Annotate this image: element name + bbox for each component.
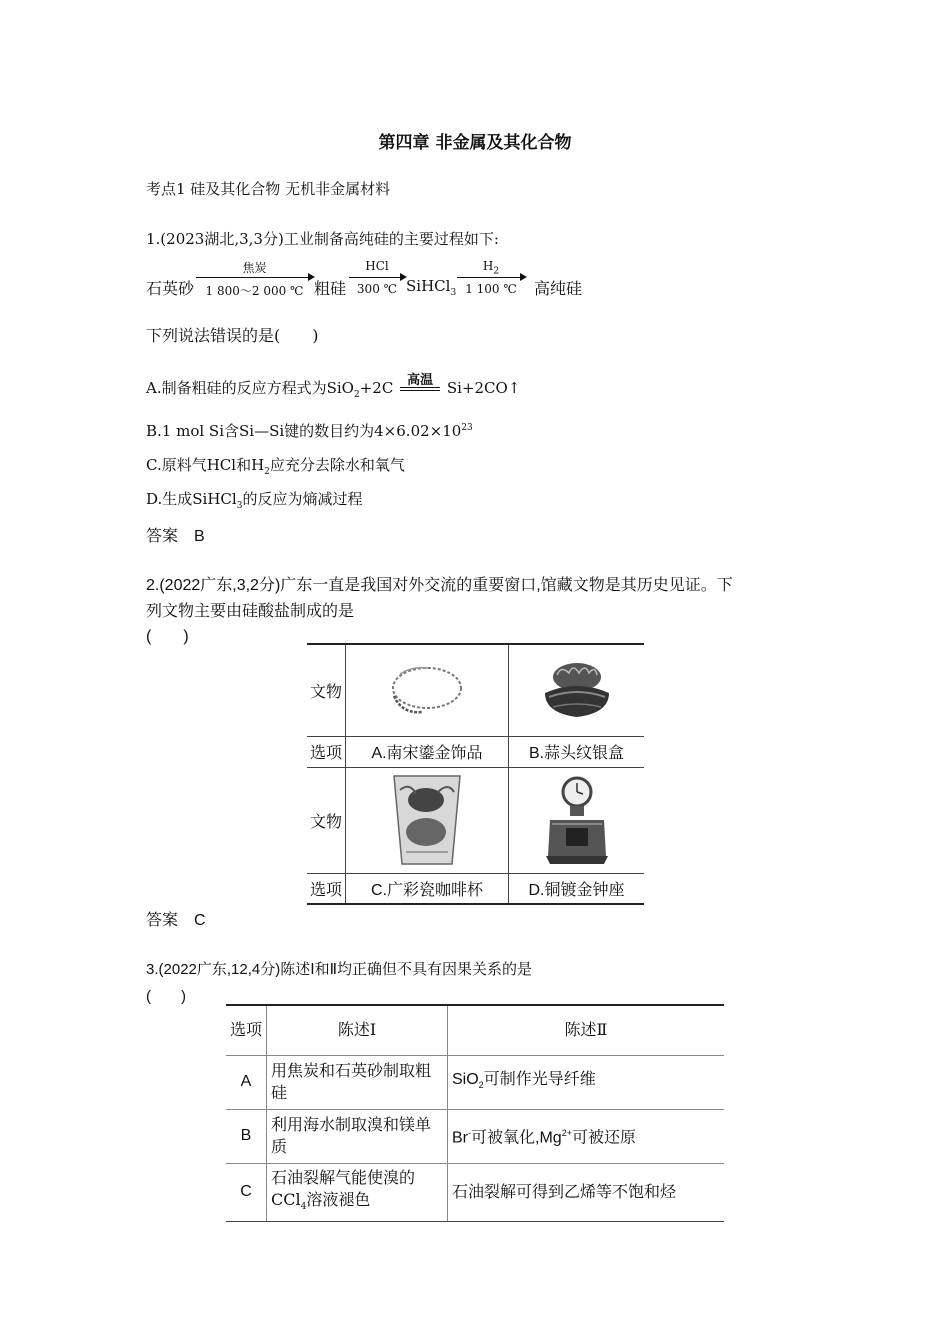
q3-header-statement-2: 陈述Ⅱ <box>448 1005 725 1055</box>
clock-base-image <box>542 770 612 870</box>
q1-prompt: 下列说法错误的是( ) <box>146 326 319 345</box>
q2-image-a <box>346 644 509 736</box>
q2-image-c <box>346 767 509 873</box>
q2-row-label: 文物 <box>307 767 346 873</box>
q3-row-a-statement-1: 用焦炭和石英砂制取粗硅 <box>267 1055 448 1109</box>
q2-option-d: D.铜镀金钟座 <box>509 873 645 904</box>
q2-image-d <box>509 767 645 873</box>
q1-chain-sihcl3: SiHCl$_3$ <box>406 277 457 298</box>
porcelain-cup-image <box>386 770 468 870</box>
table-row <box>226 1163 724 1221</box>
q3-header-statement-1: 陈述Ⅰ <box>267 1005 448 1055</box>
q1-chain-quartz-sand: 石英砂 <box>146 279 195 298</box>
table-row <box>226 1055 724 1109</box>
silver-box-image <box>539 657 615 723</box>
q2-artifact-table <box>307 643 644 905</box>
q3-row-b-statement-1: 利用海水制取溴和镁单质 <box>267 1109 448 1163</box>
q2-option-b: B.蒜头纹银盒 <box>509 736 645 767</box>
table-row <box>307 767 644 873</box>
q1-chain-pure-silicon: 高纯硅 <box>534 279 583 298</box>
q1-arrow-1-condition: 1 800～2 000 ℃ <box>205 284 304 298</box>
q1-option-d: D.生成SiHCl$_3$的反应为熵减过程 <box>146 490 363 511</box>
q2-row-label: 文物 <box>307 644 346 736</box>
q1-arrow-2-condition: 300 ℃ <box>356 282 398 296</box>
q1-option-b: B.1 mol Si含Si—Si键的数目约为$4\times 6.02\times 10^{23}$ <box>146 422 473 440</box>
q1-arrow-2-reagent: HCl <box>365 259 389 273</box>
q2-blank: ( ) <box>146 628 189 645</box>
gilded-ornament-image <box>382 660 472 720</box>
q2-image-b <box>509 644 645 736</box>
q2-option-c: C.广彩瓷咖啡杯 <box>346 873 509 904</box>
q1-arrow-1-reagent: 焦炭 <box>242 261 267 275</box>
q3-row-c-statement-1: 石油裂解气能使溴的CCl$_4$溶液褪色 <box>267 1163 448 1221</box>
table-header-row <box>226 1005 724 1055</box>
q3-row-b-statement-2: Br-可被氧化$,Mg^{2+}$可被还原 <box>448 1109 725 1163</box>
table-row <box>307 644 644 736</box>
q3-row-b-option: B <box>226 1109 267 1163</box>
q1-option-a: A.制备粗硅的反应方程式为SiO$_2$+2C 高温 Si+2CO↑ <box>146 373 521 400</box>
q1-chain-crude-silicon: 粗硅 <box>314 279 347 298</box>
q3-row-c-statement-2: 石油裂解可得到乙烯等不饱和烃 <box>448 1163 725 1221</box>
chapter-title: 第四章 非金属及其化合物 <box>378 133 572 153</box>
q2-row-label: 选项 <box>307 873 346 904</box>
q3-row-a-statement-2: SiO$_2$可制作光导纤维 <box>448 1055 725 1109</box>
q1-stem: 1.(2023湖北,3,3分)工业制备高纯硅的主要过程如下: <box>146 230 499 248</box>
q2-stem-line1: 2.(2022广东,3,2分)广东一直是我国对外交流的重要窗口,馆藏文物是其历史见证。下 <box>146 577 733 594</box>
q3-stem: 3.(2022广东,12,4分)陈述Ⅰ和Ⅱ均正确但不具有因果关系的是 <box>146 961 533 978</box>
q3-row-a-option: A <box>226 1055 267 1109</box>
q2-answer: 答案 C <box>146 912 206 929</box>
q2-stem-line2: 列文物主要由硅酸盐制成的是 <box>146 603 355 620</box>
arrow-head-icon <box>520 273 527 281</box>
q3-header-option: 选项 <box>226 1005 267 1055</box>
q1-arrow-3-condition: 1 100 ℃ <box>465 282 517 296</box>
q3-row-c-option: C <box>226 1163 267 1221</box>
q2-row-label: 选项 <box>307 736 346 767</box>
q3-blank: ( ) <box>146 988 186 1005</box>
q3-statement-table <box>226 1004 724 1222</box>
q1-answer: 答案 B <box>146 528 205 545</box>
q2-option-a: A.南宋鎏金饰品 <box>346 736 509 767</box>
q1-option-c: C.原料气HCl和$H_2$应充分去除水和氧气 <box>146 456 405 477</box>
table-row <box>307 873 644 904</box>
q1-arrow-3-reagent: $H_2$ <box>482 259 500 277</box>
table-row <box>307 736 644 767</box>
table-row <box>226 1109 724 1163</box>
section-title: 考点1 硅及其化合物 无机非金属材料 <box>146 180 391 198</box>
